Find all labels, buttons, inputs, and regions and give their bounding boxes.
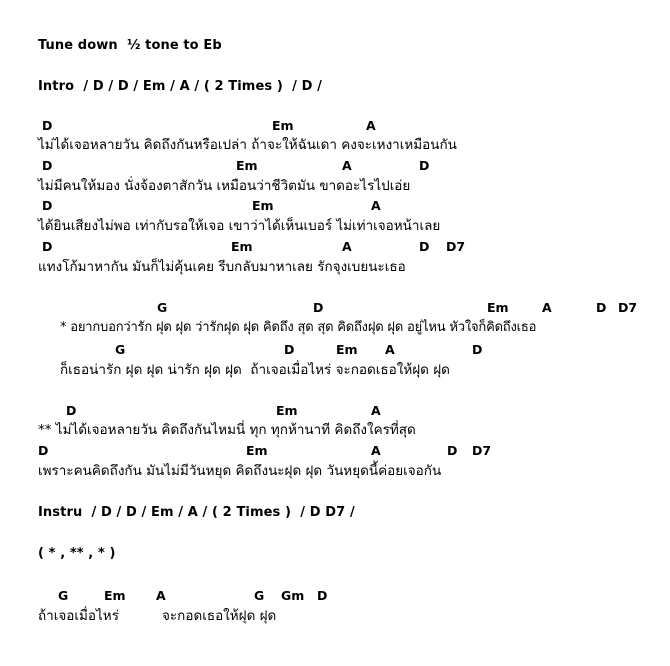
chord: D <box>317 588 328 603</box>
lyric-line: เพราะคนคิดถึงกัน มันไม่มีวันหยุด คิดถึงนะฝุด ฝุด วันหยุดนี้ค่อยเจอกัน <box>38 463 442 479</box>
chord: G <box>58 588 69 603</box>
chord: D <box>42 198 53 213</box>
chord: Em <box>104 588 126 603</box>
lyric-line: จะกอดเธอให้ฝุด ฝุด <box>162 608 277 624</box>
chord: D <box>42 239 53 254</box>
chord: D <box>447 443 458 458</box>
chord: A <box>342 239 352 254</box>
chord: Em <box>236 158 258 173</box>
lyric-line: ได้ยินเสียงไม่พอ เท่ากับรอให้เจอ เขาว่าได้เห็นเบอร์ ไม่เท่าเจอหน้าเลย <box>38 218 441 234</box>
lyric-line: ไม่มีคนให้มอง นั่งจ้องตาสักวัน เหมือนว่าชีวิตมัน ขาดอะไรไปเอ่ย <box>38 178 411 194</box>
chord: Em <box>231 239 253 254</box>
instru-line: Instru / D / D / Em / A / ( 2 Times ) / D D7 / <box>38 505 355 520</box>
chord: D <box>596 300 607 315</box>
chord: Em <box>272 118 294 133</box>
chord: A <box>156 588 166 603</box>
chord: D <box>419 158 430 173</box>
chord: D7 <box>472 443 492 458</box>
chord: D7 <box>446 239 466 254</box>
chord: Gm <box>281 588 305 603</box>
lyric-line: ไม่ได้เจอหลายวัน คิดถึงกันหรือเปล่า ถ้าจะให้ฉันเดา คงจะเหงาเหมือนกัน <box>38 137 457 153</box>
chord: Em <box>246 443 268 458</box>
chord: Em <box>276 403 298 418</box>
chord: G <box>115 342 126 357</box>
chord: D <box>284 342 295 357</box>
chord: D <box>313 300 324 315</box>
chord: A <box>371 403 381 418</box>
chord: D7 <box>618 300 638 315</box>
chord: Em <box>487 300 509 315</box>
chord: D <box>42 118 53 133</box>
chord: A <box>371 198 381 213</box>
chord: A <box>371 443 381 458</box>
chord: D <box>66 403 77 418</box>
tuning-note: Tune down ½ tone to Eb <box>38 38 222 53</box>
repeat-marker: ( * , ** , * ) <box>38 546 116 561</box>
chord: G <box>157 300 168 315</box>
chord: A <box>542 300 552 315</box>
chord: D <box>419 239 430 254</box>
chord: D <box>38 443 49 458</box>
chord: A <box>342 158 352 173</box>
chord: D <box>42 158 53 173</box>
chord: Em <box>252 198 274 213</box>
lyric-line: * อยากบอกว่ารัก ฝุด ฝุด ว่ารักฝุด ฝุด คิดถึง สุด สุด คิดถึงฝุด ฝุด อยู่ไหน หัวใจก็คิดถึงเธอ <box>60 320 537 335</box>
intro-line: Intro / D / D / Em / A / ( 2 Times ) / D / <box>38 79 322 94</box>
chord: Em <box>336 342 358 357</box>
lyric-line: ถ้าเจอเมื่อไหร่ <box>38 608 119 624</box>
chord: D <box>472 342 483 357</box>
lyric-line: ก็เธอน่ารัก ฝุด ฝุด น่ารัก ฝุด ฝุด ถ้าเจอเมื่อไหร่ จะกอดเธอให้ฝุด ฝุด <box>60 362 450 378</box>
lyric-line: แทงโก้มาหากัน มันก็ไม่คุ้นเคย รีบกลับมาหาเลย รักจุงเบยนะเธอ <box>38 259 406 275</box>
chord: A <box>366 118 376 133</box>
chord: A <box>385 342 395 357</box>
lyric-line: ** ไม่ได้เจอหลายวัน คิดถึงกันไหมนี่ ทุก ทุกห้านาที คิดถึงใครที่สุด <box>38 422 416 438</box>
chord: G <box>254 588 265 603</box>
